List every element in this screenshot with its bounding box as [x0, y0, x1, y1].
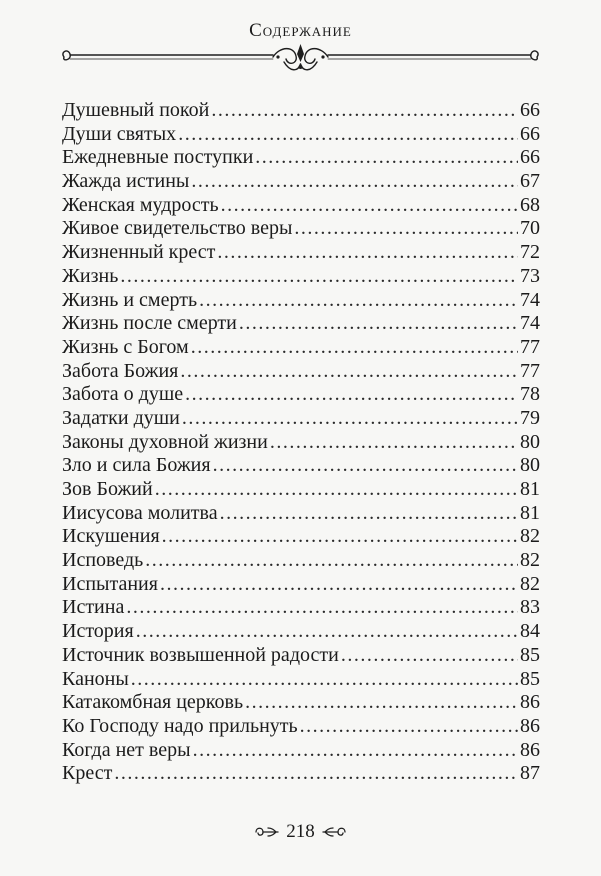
toc-entry-page: 82 — [520, 549, 540, 572]
decorative-divider-ornament — [58, 42, 543, 74]
toc-dot-leader — [178, 123, 518, 147]
toc-dot-leader — [193, 739, 518, 763]
toc-entry — [62, 146, 540, 170]
toc-entry-title: Жизненный крест — [62, 241, 216, 264]
toc-dot-leader — [221, 194, 518, 218]
toc-dot-leader — [120, 265, 518, 289]
toc-entry-title: Живое свидетельство веры — [62, 217, 293, 240]
toc-entry — [62, 383, 540, 407]
toc-entry-page: 80 — [520, 454, 540, 477]
toc-entry — [62, 502, 540, 526]
toc-entry — [62, 241, 540, 265]
toc-entry — [62, 217, 540, 241]
toc-entry-title: Забота Божия — [62, 359, 179, 382]
toc-entry-page: 77 — [520, 335, 540, 358]
toc-entry — [62, 549, 540, 573]
toc-entry — [62, 691, 540, 715]
toc-dot-leader — [126, 596, 518, 620]
toc-dot-leader — [199, 289, 518, 313]
toc-dot-leader — [300, 715, 518, 739]
toc-entry — [62, 360, 540, 384]
toc-entry-title: Каноны — [62, 667, 129, 690]
toc-entry-title: Жизнь и смерть — [62, 288, 198, 311]
toc-entry-title: Зло и сила Божия — [62, 454, 211, 477]
toc-dot-leader — [182, 407, 518, 431]
toc-dot-leader — [239, 312, 518, 336]
toc-entry — [62, 312, 540, 336]
toc-entry-title: Забота о душе — [62, 383, 184, 406]
toc-entry-page: 80 — [520, 430, 540, 453]
toc-entry-page: 68 — [520, 193, 540, 216]
toc-entry-page: 81 — [520, 501, 540, 524]
toc-dot-leader — [131, 668, 518, 692]
page-number: 218 — [286, 821, 315, 842]
toc-entry-page: 78 — [520, 383, 540, 406]
toc-entry-title: Иисусова молитва — [62, 501, 218, 524]
toc-entry-page: 66 — [520, 122, 540, 145]
toc-entry-title: Женская мудрость — [62, 193, 219, 216]
toc-entry-title: Источник возвышенной радости — [62, 643, 339, 666]
toc-entry-title: Законы духовной жизни — [62, 430, 268, 453]
toc-entry-title: Жизнь — [62, 264, 119, 287]
left-ornament-icon — [254, 825, 280, 839]
toc-dot-leader — [155, 478, 518, 502]
toc-dot-leader — [220, 502, 518, 526]
toc-entry-page: 83 — [520, 596, 540, 619]
toc-dot-leader — [180, 360, 518, 384]
toc-dot-leader — [294, 217, 518, 241]
toc-entry — [62, 573, 540, 597]
toc-entry — [62, 170, 540, 194]
right-ornament-icon — [321, 825, 347, 839]
toc-entry — [62, 525, 540, 549]
toc-entry-title: Душевный покой — [62, 99, 210, 121]
toc-entry-title: История — [62, 620, 134, 643]
toc-entry — [62, 478, 540, 502]
toc-entry — [62, 336, 540, 360]
toc-entry-page: 85 — [520, 643, 540, 666]
toc-entry-page: 66 — [520, 146, 540, 169]
toc-dot-leader — [211, 99, 518, 123]
toc-entry-page: 82 — [520, 525, 540, 548]
toc-entry — [62, 407, 540, 431]
toc-dot-leader — [217, 241, 518, 265]
toc-dot-leader — [162, 525, 518, 549]
page-footer — [0, 821, 601, 843]
page-header-title: Содержание — [249, 20, 352, 41]
toc-entry-title: Зов Божий — [62, 478, 153, 500]
toc-dot-leader — [185, 383, 518, 407]
toc-entry-title: Ко Господу надо прильнуть — [62, 714, 298, 737]
toc-dot-leader — [213, 454, 518, 478]
toc-dot-leader — [160, 573, 518, 597]
toc-entry-title: Катакомбная церковь — [62, 691, 244, 714]
toc-dot-leader — [255, 146, 518, 170]
toc-entry-title: Исповедь — [62, 549, 144, 572]
toc-entry — [62, 431, 540, 455]
toc-entry-page: 72 — [520, 241, 540, 264]
toc-entry-page: 79 — [520, 406, 540, 429]
toc-entry — [62, 739, 540, 763]
toc-entry-page: 86 — [520, 691, 540, 714]
toc-entry-page: 81 — [520, 478, 540, 500]
toc-entry-page: 86 — [520, 738, 540, 761]
toc-entry-page: 74 — [520, 288, 540, 311]
toc-dot-leader — [270, 431, 518, 455]
toc-dot-leader — [145, 549, 518, 573]
table-of-contents — [62, 99, 540, 786]
toc-dot-leader — [341, 644, 518, 668]
toc-entry-page: 73 — [520, 264, 540, 287]
toc-entry-page: 85 — [520, 667, 540, 690]
toc-entry-page: 66 — [520, 99, 540, 121]
toc-entry-title: Задатки души — [62, 406, 180, 429]
toc-entry — [62, 123, 540, 147]
toc-entry-page: 77 — [520, 359, 540, 382]
toc-entry — [62, 668, 540, 692]
toc-entry-title: Истина — [62, 596, 125, 619]
toc-entry-title: Жизнь с Богом — [62, 335, 189, 358]
toc-dot-leader — [245, 691, 518, 715]
toc-dot-leader — [114, 762, 518, 786]
toc-entry — [62, 194, 540, 218]
toc-dot-leader — [191, 170, 518, 194]
toc-entry — [62, 454, 540, 478]
toc-entry — [62, 99, 540, 123]
toc-entry-page: 87 — [520, 762, 540, 785]
toc-entry-title: Испытания — [62, 572, 158, 595]
toc-entry-title: Крест — [62, 762, 113, 785]
toc-entry-title: Когда нет веры — [62, 738, 191, 761]
toc-entry-page: 84 — [520, 620, 540, 643]
toc-entry — [62, 620, 540, 644]
toc-entry-page: 86 — [520, 714, 540, 737]
toc-entry — [62, 289, 540, 313]
toc-entry-title: Жизнь после смерти — [62, 312, 237, 335]
toc-entry-page: 70 — [520, 217, 540, 240]
toc-entry-title: Души святых — [62, 122, 177, 145]
toc-entry-page: 82 — [520, 572, 540, 595]
toc-entry — [62, 596, 540, 620]
toc-entry-page: 74 — [520, 312, 540, 335]
toc-entry — [62, 715, 540, 739]
toc-entry — [62, 265, 540, 289]
toc-entry-page: 67 — [520, 170, 540, 193]
toc-dot-leader — [136, 620, 518, 644]
toc-entry-title: Ежедневные поступки — [62, 146, 254, 169]
toc-entry — [62, 644, 540, 668]
toc-entry-title: Жажда истины — [62, 170, 190, 193]
toc-entry-title: Искушения — [62, 525, 160, 548]
toc-entry — [62, 762, 540, 786]
toc-dot-leader — [191, 336, 518, 360]
